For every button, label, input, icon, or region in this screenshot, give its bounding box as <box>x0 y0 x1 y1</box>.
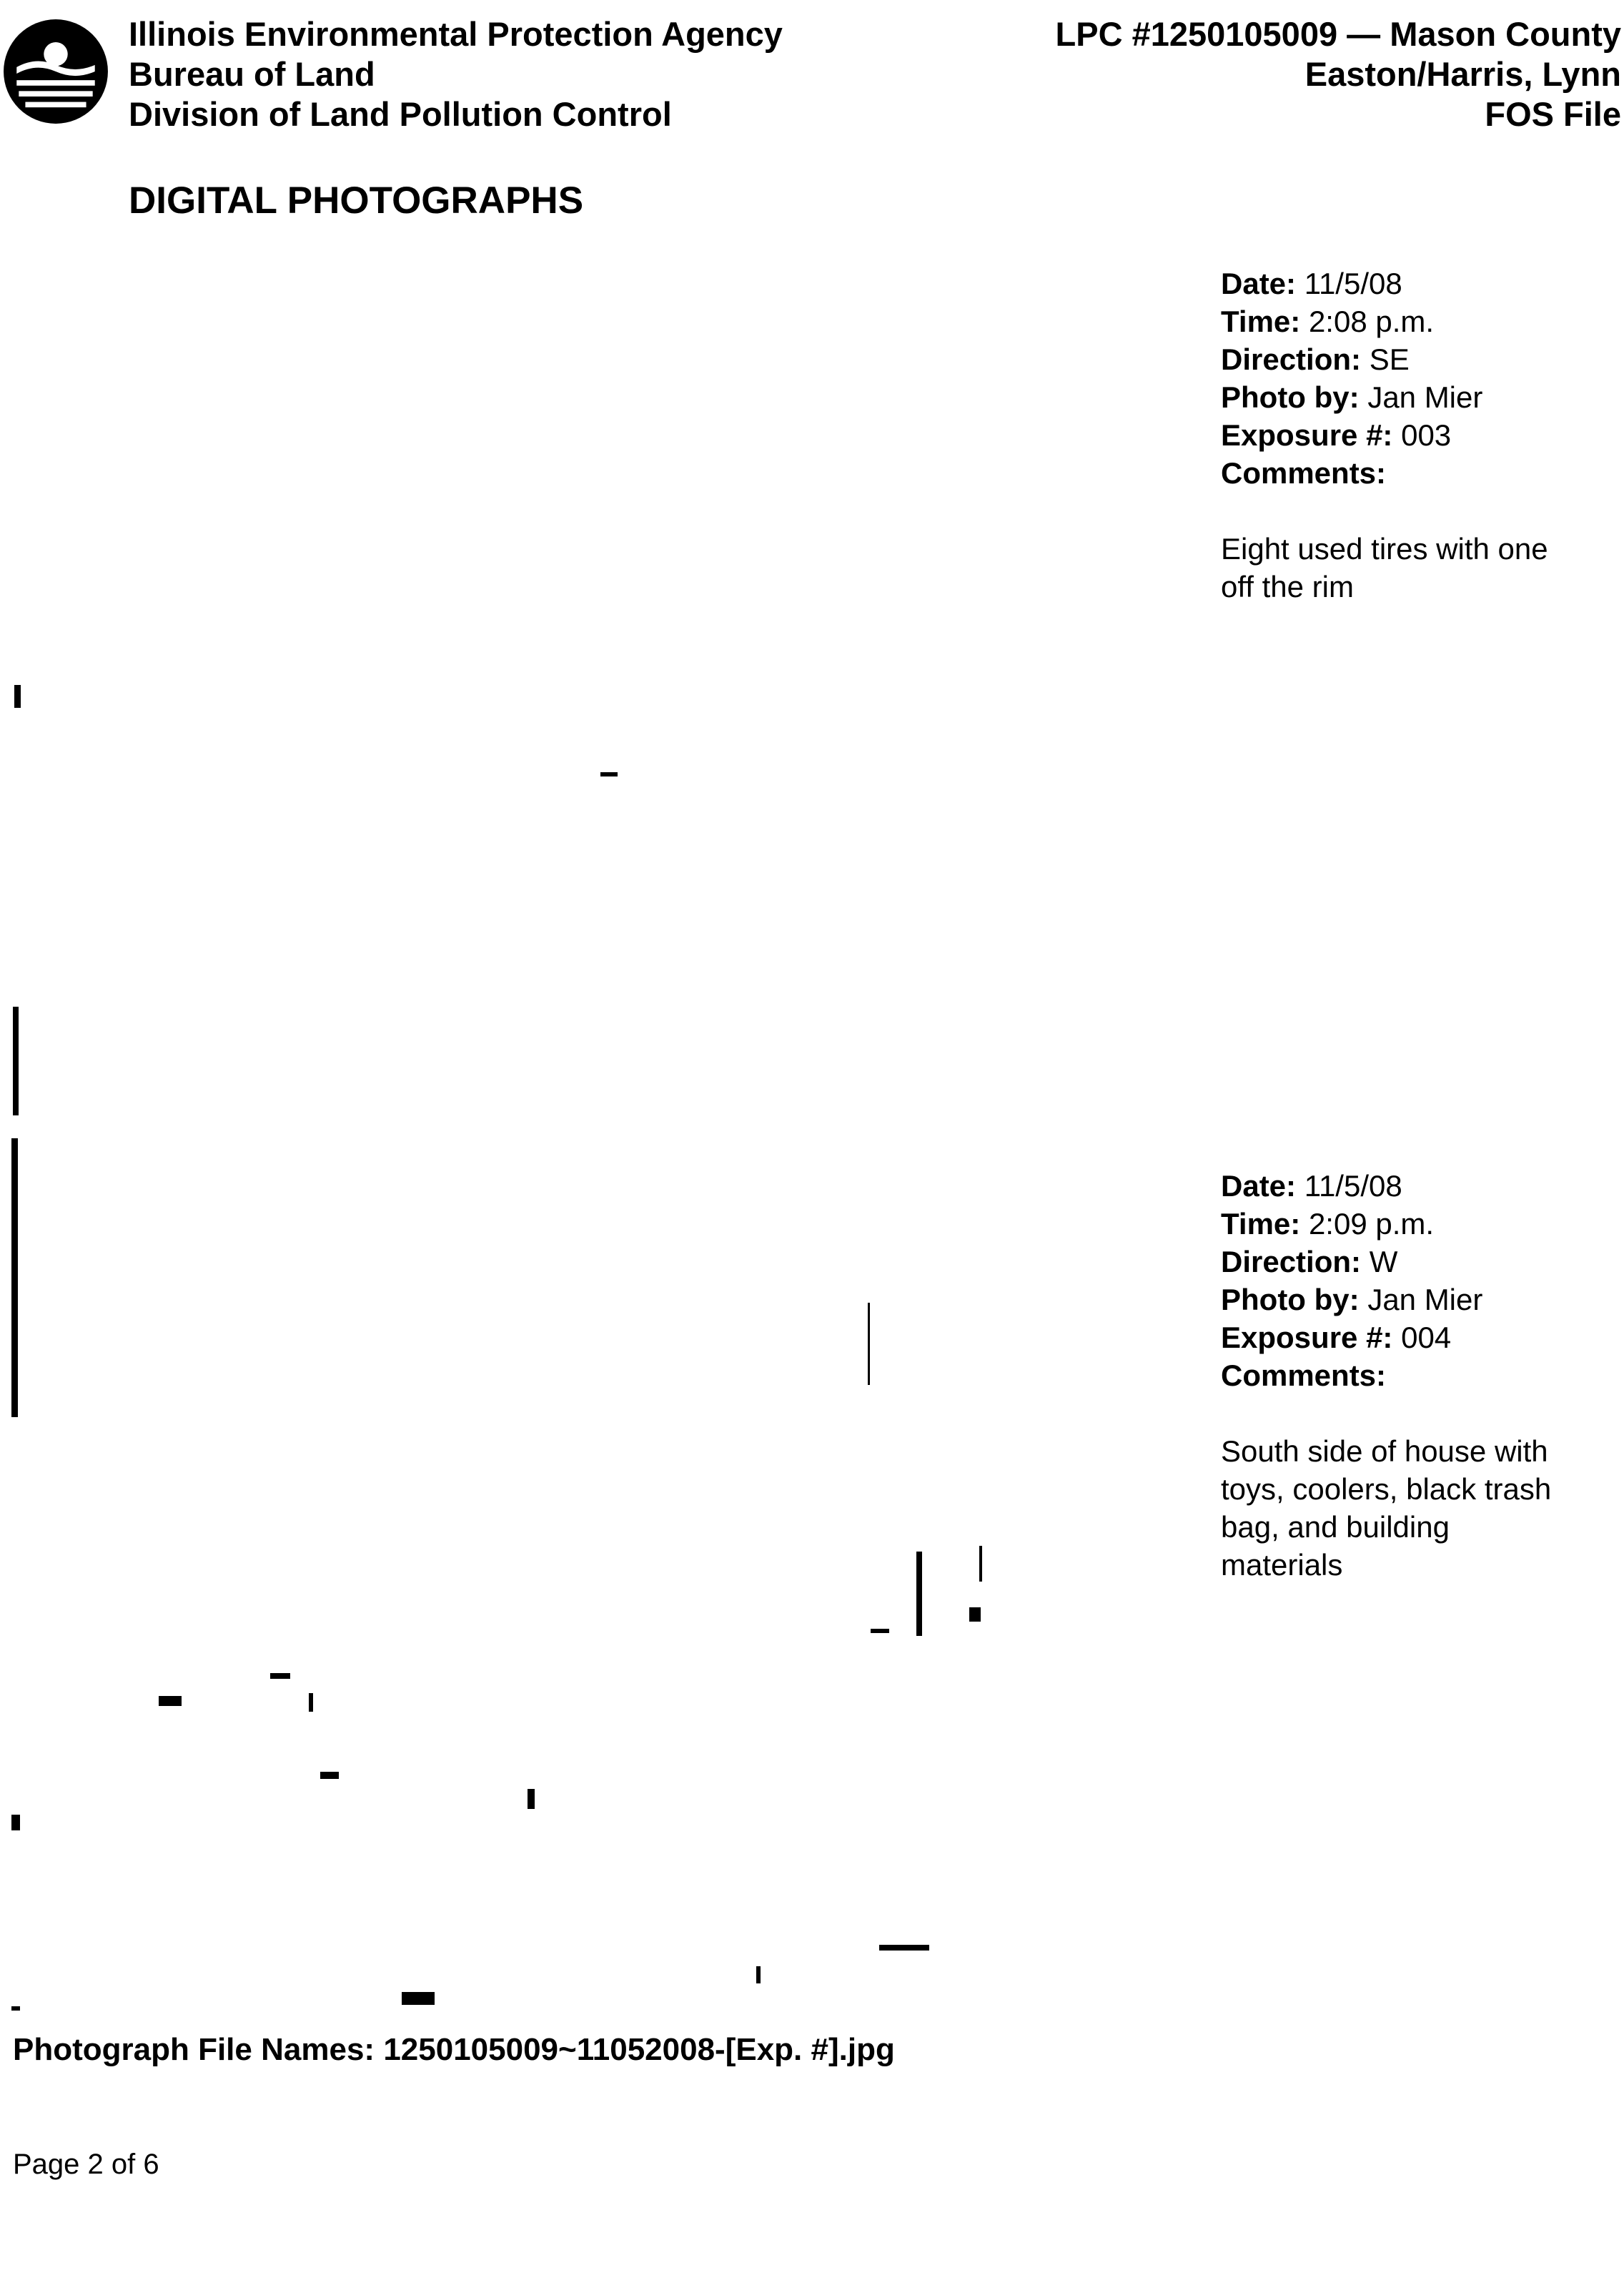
scan-artifact <box>756 1966 761 1983</box>
photo-by: Photo by: Jan Mier <box>1221 380 1483 414</box>
scan-artifact <box>979 1546 982 1582</box>
case-block <box>1056 14 1621 134</box>
scan-artifact <box>159 1696 182 1706</box>
scan-artifact <box>13 1007 19 1115</box>
scan-artifact <box>320 1772 339 1779</box>
scan-artifact <box>11 1138 18 1417</box>
scan-artifact <box>871 1629 889 1633</box>
scan-artifact <box>309 1693 313 1712</box>
photo-exposure: Exposure #: 004 <box>1221 1321 1452 1354</box>
photo-info-2 <box>1221 1167 1621 1584</box>
scan-artifact <box>14 685 21 708</box>
photo-comment: South side of house with toys, coolers, black trash bag, and building materials <box>1221 1434 1552 1582</box>
photo-comment: Eight used tires with one off the rim <box>1221 532 1548 603</box>
scan-artifact <box>600 772 618 776</box>
photo-direction: Direction: SE <box>1221 342 1410 376</box>
scan-artifact <box>11 2006 20 2011</box>
scan-artifact <box>270 1673 290 1679</box>
agency-name: Illinois Environmental Protection Agency <box>129 15 783 53</box>
photo-comments-label: Comments: <box>1221 1358 1387 1392</box>
file-type: FOS File <box>1485 95 1621 133</box>
iepa-logo <box>1 17 110 126</box>
photo-time: Time: 2:09 p.m. <box>1221 1207 1435 1241</box>
photo-date: Date: 11/5/08 <box>1221 1169 1402 1203</box>
lpc-number: LPC #1250105009 — Mason County <box>1055 15 1621 53</box>
photo-file-names: Photograph File Names: 1250105009~11052008-[Exp. #].jpg <box>13 2032 895 2067</box>
scan-artifact <box>969 1607 981 1622</box>
scan-artifact <box>402 1992 435 2005</box>
photo-by: Photo by: Jan Mier <box>1221 1283 1483 1316</box>
photo-direction: Direction: W <box>1221 1245 1398 1278</box>
division-name: Division of Land Pollution Control <box>129 95 672 133</box>
agency-block <box>129 14 783 134</box>
scan-artifact <box>868 1303 870 1385</box>
photo-exposure: Exposure #: 003 <box>1221 418 1452 452</box>
photo-info-1 <box>1221 265 1621 606</box>
photo-time: Time: 2:08 p.m. <box>1221 305 1435 338</box>
photo-date: Date: 11/5/08 <box>1221 267 1402 300</box>
scan-artifact <box>528 1789 535 1809</box>
scan-artifact <box>11 1815 20 1830</box>
site-name: Easton/Harris, Lynn <box>1304 55 1621 93</box>
document-title: DIGITAL PHOTOGRAPHS <box>129 179 584 222</box>
page-number: Page 2 of 6 <box>13 2149 159 2180</box>
photo-comments-label: Comments: <box>1221 456 1387 490</box>
bureau-name: Bureau of Land <box>129 55 375 93</box>
scan-artifact <box>879 1945 929 1951</box>
scan-artifact <box>916 1552 922 1636</box>
